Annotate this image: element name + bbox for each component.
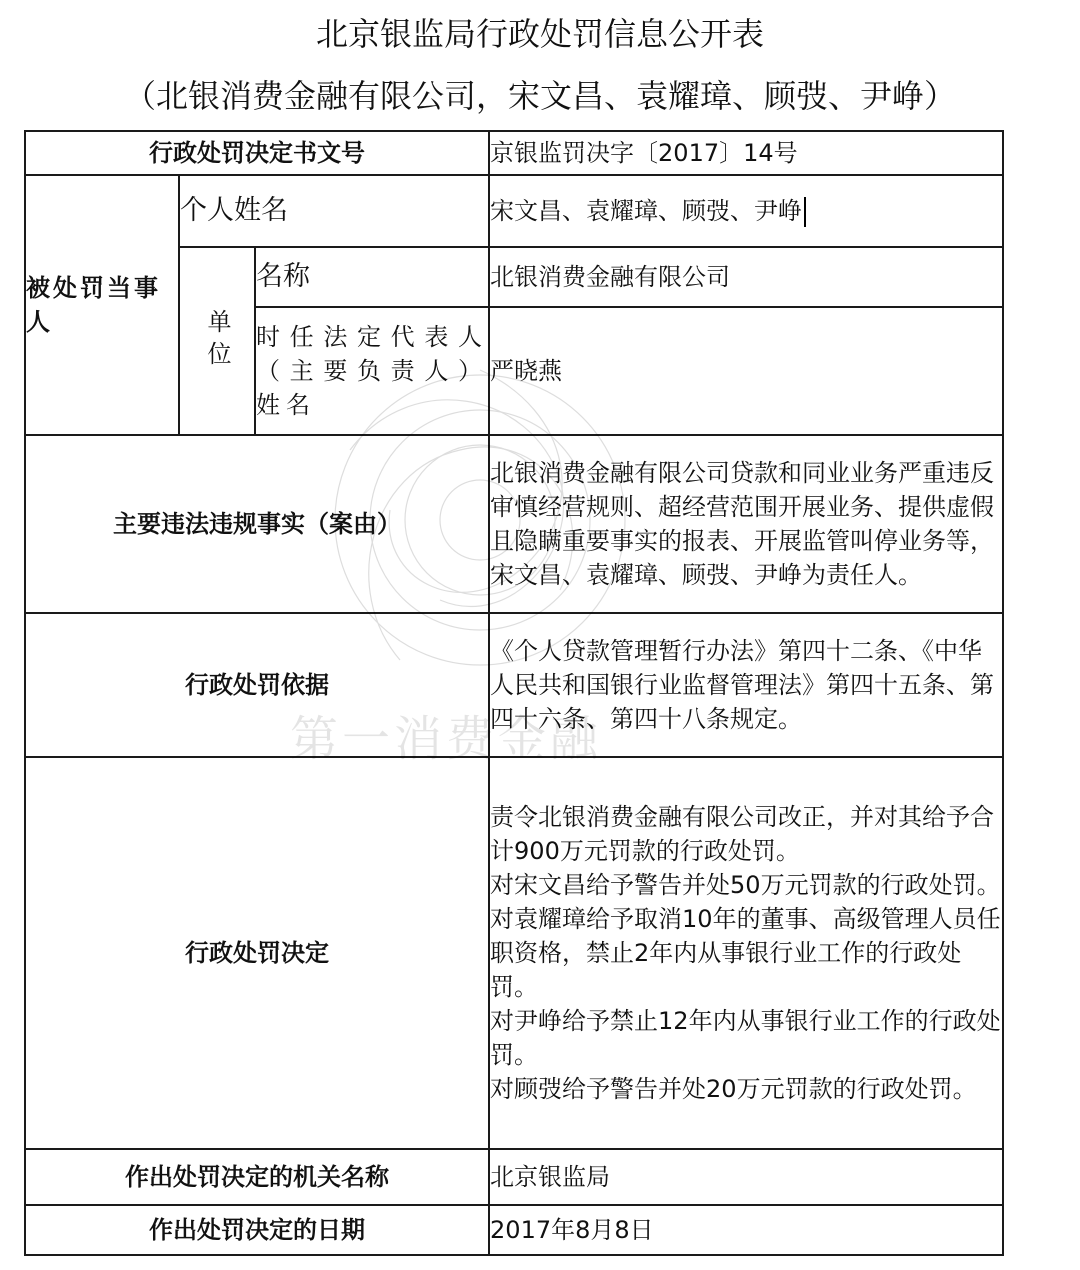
text-cursor: [804, 197, 806, 227]
penalty-info-table: [24, 130, 1004, 1256]
authority-label: 作出处罚决定的机关名称: [25, 1149, 489, 1205]
document-title: 北京银监局行政处罚信息公开表: [315, 15, 764, 53]
decision-label: 行政处罚决定: [25, 757, 489, 1149]
individual-name-cell: [489, 175, 1003, 247]
facts-label: 主要违法违规事实（案由）: [25, 435, 489, 613]
table-row-individual: [25, 175, 1003, 247]
authority-value: 北京银监局: [489, 1149, 1003, 1205]
party-label: 被处罚当事人: [25, 175, 179, 435]
unit-label: 单位: [179, 247, 255, 435]
watermark-text: 第一消费金融: [290, 711, 603, 767]
document-subtitle: （北银消费金融有限公司，宋文昌、袁耀璋、顾弢、尹峥）: [123, 77, 956, 115]
unit-name-label: 名称: [255, 247, 489, 307]
decision-paragraph: 责令北银消费金融有限公司改正，并对其给予合计900万元罚款的行政处罚。: [490, 803, 995, 865]
decision-paragraph: 对顾弢给予警告并处20万元罚款的行政处罚。: [490, 1075, 977, 1103]
table-row-authority: [25, 1149, 1003, 1205]
basis-label: 行政处罚依据: [25, 613, 489, 757]
representative-label: 时任法定代表人（主要负责人）姓名: [255, 307, 489, 435]
unit-name-value: 北银消费金融有限公司: [489, 247, 1003, 307]
decision-paragraph: 对宋文昌给予警告并处50万元罚款的行政处罚。: [490, 871, 1001, 899]
individual-name-value: 宋文昌、袁耀璋、顾弢、尹峥: [490, 197, 803, 225]
date-label: 作出处罚决定的日期: [25, 1205, 489, 1255]
table-row-doc-number: [25, 131, 1003, 175]
table-row-facts: [25, 435, 1003, 613]
decision-value: [489, 757, 1003, 1149]
table-row-basis: [25, 613, 1003, 757]
doc-number-value: 京银监罚决字〔2017〕14号: [489, 131, 1003, 175]
decision-paragraph: 对袁耀璋给予取消10年的董事、高级管理人员任职资格，禁止2年内从事银行业工作的行政处罚。: [490, 905, 1001, 1001]
facts-value: 北银消费金融有限公司贷款和同业业务严重违反审慎经营规则、超经营范围开展业务、提供虚假且隐瞒重要事实的报表、开展监管叫停业务等，宋文昌、袁耀璋、顾弢、尹峥为责任人。: [489, 435, 1003, 613]
representative-value: 严晓燕: [489, 307, 1003, 435]
date-value: 2017年8月8日: [489, 1205, 1003, 1255]
table-row-date: [25, 1205, 1003, 1255]
doc-number-label: 行政处罚决定书文号: [25, 131, 489, 175]
individual-name-label: 个人姓名: [179, 175, 489, 247]
table-row-decision: [25, 757, 1003, 1149]
decision-paragraph: 对尹峥给予禁止12年内从事银行业工作的行政处罚。: [490, 1007, 1001, 1069]
basis-value: 《个人贷款管理暂行办法》第四十二条、《中华人民共和国银行业监督管理法》第四十五条、第四十六条、第四十八条规定。: [489, 613, 1003, 757]
